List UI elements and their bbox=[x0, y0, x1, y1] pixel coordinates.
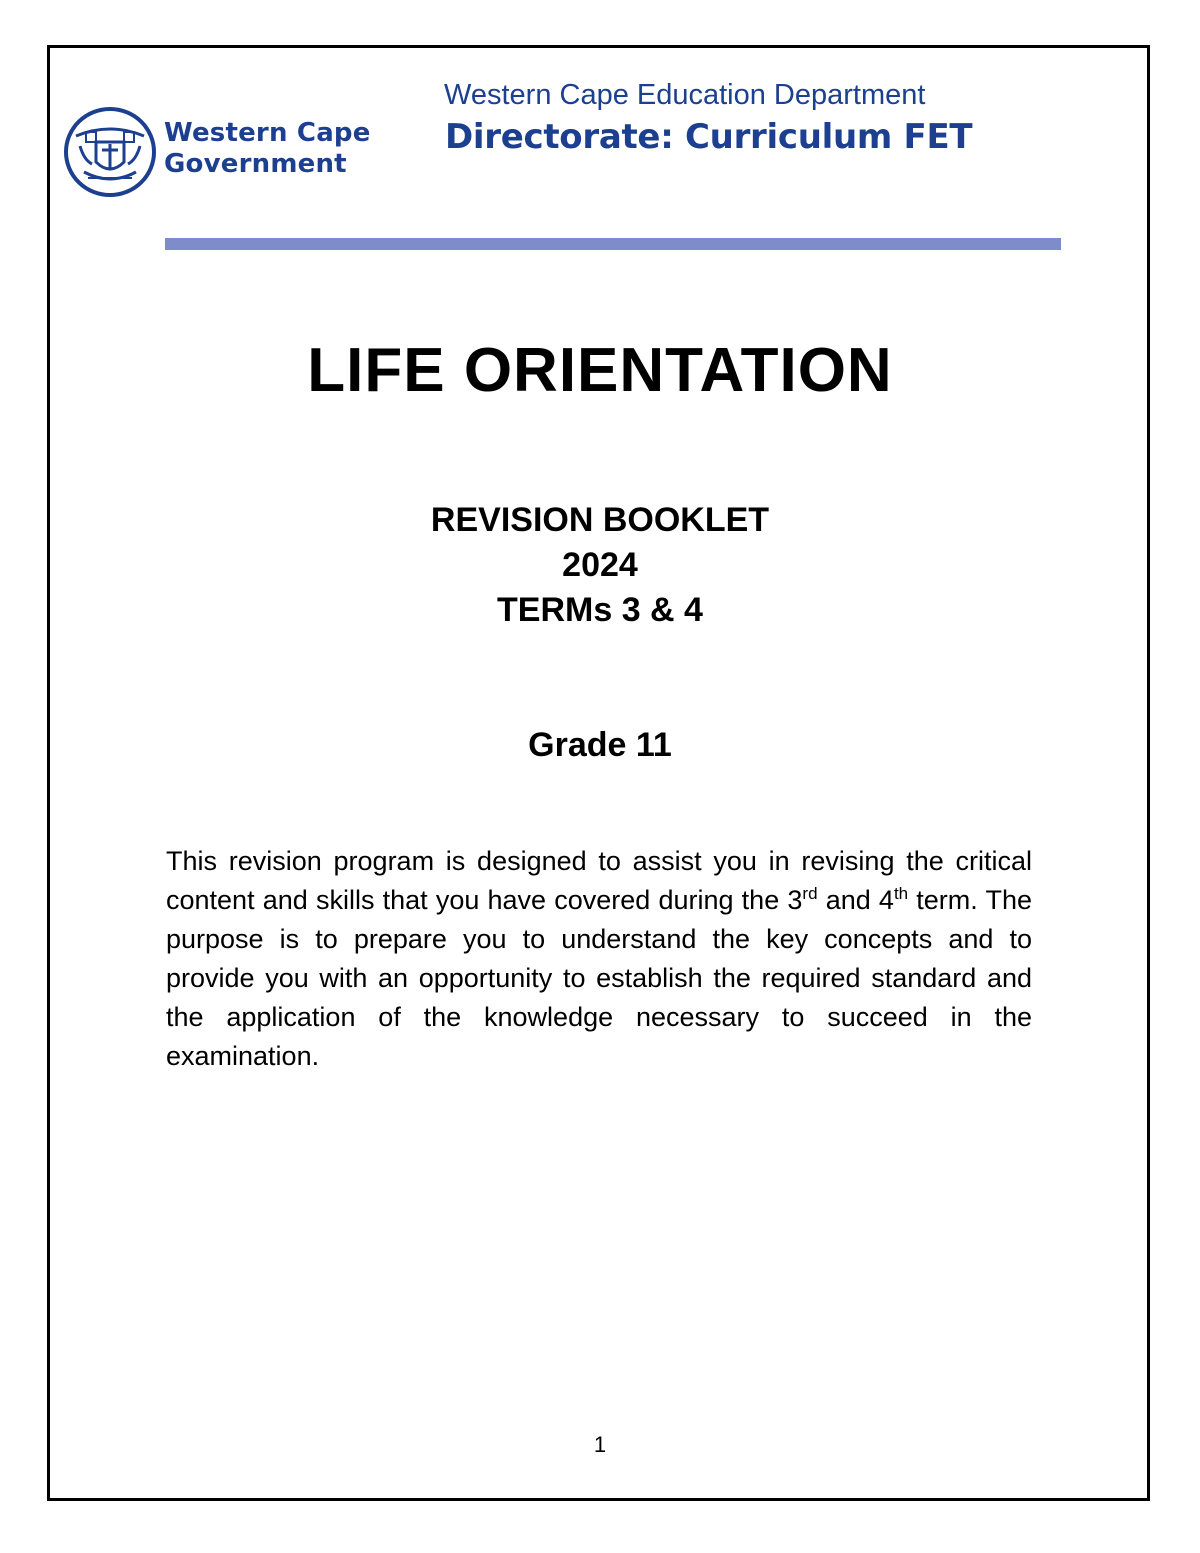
booklet-info bbox=[0, 498, 1200, 633]
intro-superscript-th: th bbox=[893, 884, 909, 903]
logo-line-2: Government bbox=[164, 149, 347, 179]
department-name: Western Cape Education Department bbox=[444, 79, 926, 111]
document-title: LIFE ORIENTATION bbox=[307, 336, 893, 405]
header-divider bbox=[165, 238, 1061, 250]
booklet-terms: TERMs 3 & 4 bbox=[497, 591, 703, 629]
booklet-year: 2024 bbox=[562, 546, 638, 584]
page-number: 1 bbox=[593, 1432, 607, 1457]
western-cape-government-logo bbox=[62, 106, 372, 198]
intro-text-1: This revision program is designed to assist you in revising the critical content and skills that you have covered during the 3 bbox=[166, 846, 1032, 915]
intro-paragraph bbox=[166, 842, 1032, 1076]
coat-of-arms-icon bbox=[62, 106, 158, 198]
intro-superscript-rd: rd bbox=[802, 884, 818, 903]
logo-wordmark bbox=[164, 118, 371, 180]
logo-line-1: Western Cape bbox=[164, 118, 371, 148]
booklet-label: REVISION BOOKLET bbox=[430, 501, 770, 539]
intro-text-3: term. The purpose is to prepare you to understand the key concepts and to provide you with an opportunity to establish the required standard and the application of the knowledge necessary to succeed in the examination. bbox=[166, 885, 1032, 1071]
grade-label: Grade 11 bbox=[528, 726, 672, 764]
intro-text-2: and 4 bbox=[817, 885, 894, 915]
page-border bbox=[47, 45, 1150, 1501]
directorate-name: Directorate: Curriculum FET bbox=[445, 117, 973, 157]
